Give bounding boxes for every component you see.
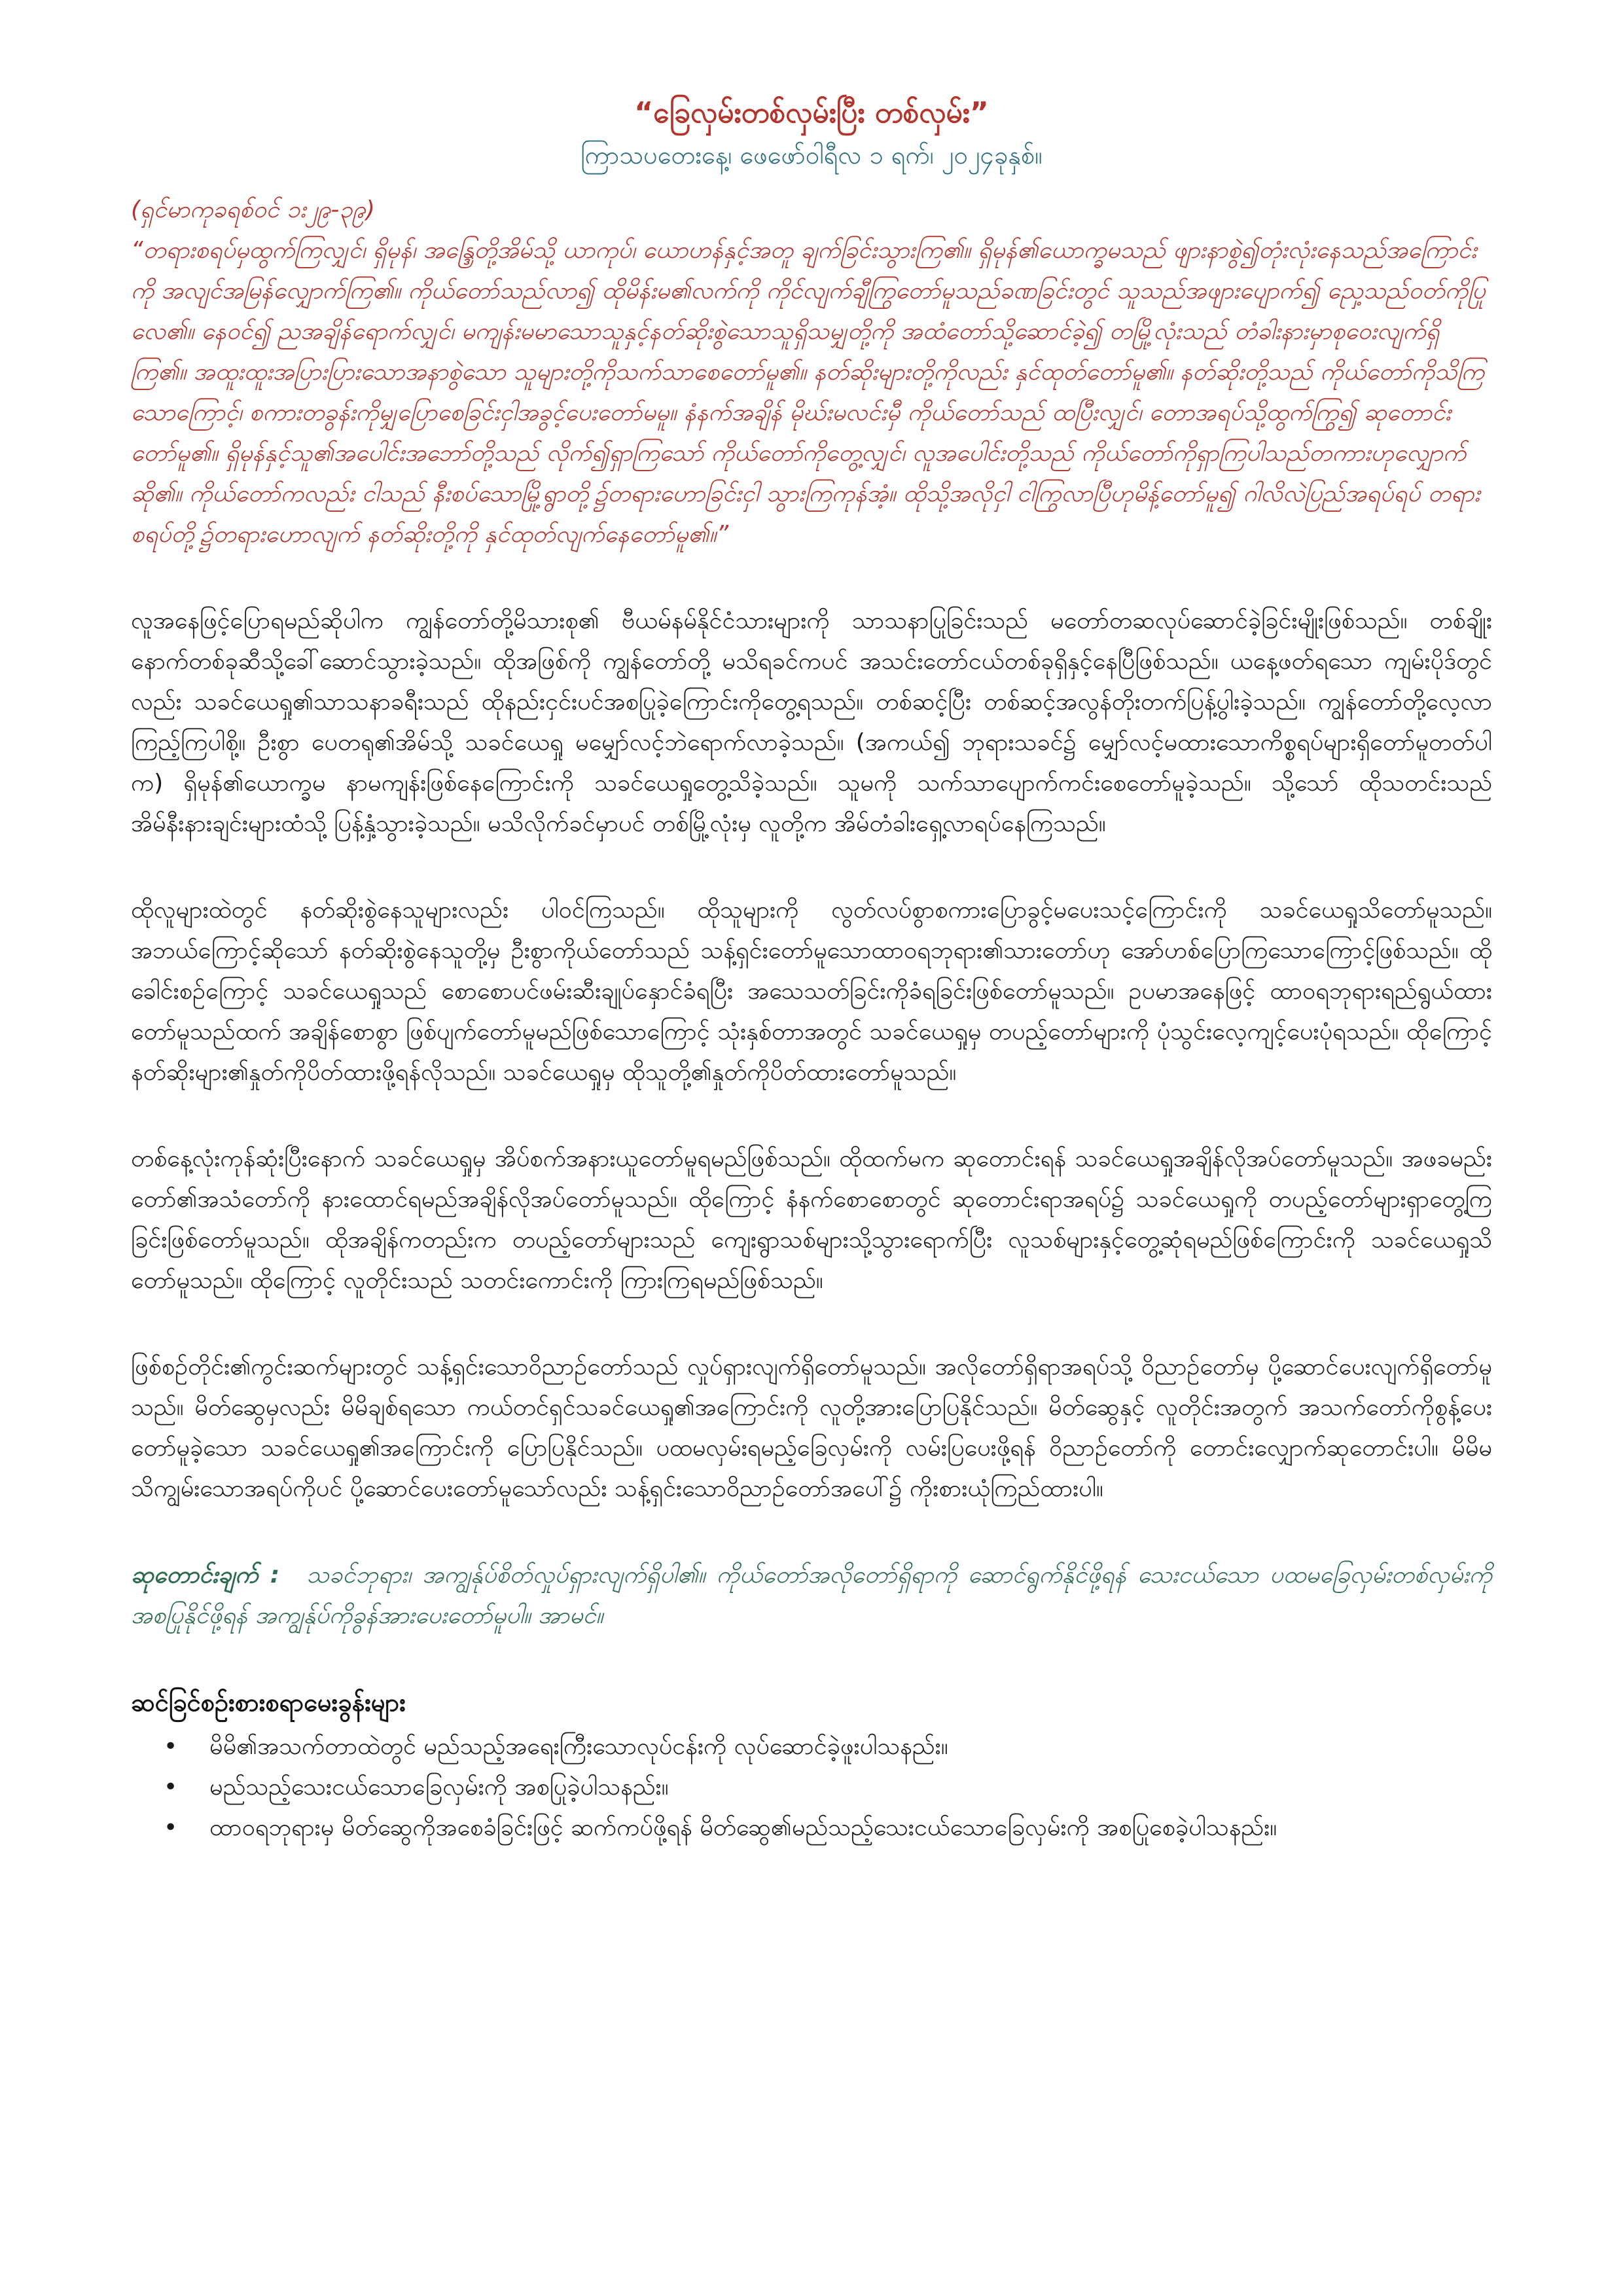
prayer-text: သခင်ဘုရား၊ အကျွန်ုပ်စိတ်လှုပ်ရှားလျက်ရှိပါ၏။ ကိုယ်တော်အလိုတော်ရှိရာကို ဆောင်ရွက်နိုင်ဖို့ရန် သေးငယ်သော ပထမခြေလှမ်းတစ်လှမ်းကို အစပြုနိုင်ဖို့ရန် အကျွန်ုပ်ကိုခွန်အားပေးတော်မူပါ။ အာမင်။ xyxy=(131,1562,1492,1629)
bullet-icon: • xyxy=(164,1814,178,1841)
page-title: “ခြေလှမ်းတစ်လှမ်းပြီး တစ်လှမ်း” xyxy=(634,96,989,130)
question-text: မည်သည့်သေးငယ်သောခြေလှမ်းကို အစပြုခဲ့ပါသနည်း။ xyxy=(209,1774,669,1801)
bullet-icon: • xyxy=(164,1774,178,1801)
body-paragraph-3: တစ်နေ့လုံးကုန်ဆုံးပြီးနောက် သခင်ယေရှုမှ အိပ်စက်အနားယူတော်မူရမည်ဖြစ်သည်။ ထိုထက်မက ဆုတောင်းရန် သခင်ယေရှုအချိန်လိုအပ်တော်မူသည်။ အဖခမည်းတော်၏အသံတော်ကို နားထောင်ရမည်အချိန်လိုအပ်တော်မူသည်။ ထိုကြောင့် နံနက်စောစောတွင် ဆုတောင်းရာအရပ်၌ သခင်ယေရှုကို တပည့်တော်များရှာတွေ့ကြခြင်းဖြစ်တော်မူသည်။ ထိုအချိန်ကတည်းက တပည့်တော်များသည် ကျေးရွာသစ်များသို့သွားရောက်ပြီး လူသစ်များနှင့်တွေ့ဆုံရမည်ဖြစ်ကြောင်းကို သခင်ယေရှုသိတော်မူသည်။ ထိုကြောင့် လူတိုင်းသည် သတင်းကောင်းကို ကြားကြရမည်ဖြစ်သည်။ xyxy=(131,1145,1492,1294)
questions-heading: ဆင်ခြင်စဉ်းစားစရာမေးခွန်းများ xyxy=(131,1688,406,1717)
body-paragraph-4: ဖြစ်စဉ်တိုင်း၏ကွင်းဆက်များတွင် သန့်ရှင်းသောဝိညာဉ်တော်သည် လှုပ်ရှားလျက်ရှိတော်မူသည်။ အလိုတော်ရှိရာအရပ်သို့ ဝိညာဉ်တော်မှ ပို့ဆောင်ပေးလျက်ရှိတော်မူသည်။ မိတ်ဆွေမှလည်း မိမိချစ်ရသော ကယ်တင်ရှင်သခင်ယေရှု၏အကြောင်းကို လူတို့အားပြောပြနိုင်သည်။ မိတ်ဆွေနှင့် လူတိုင်းအတွက် အသက်တော်ကိုစွန့်ပေးတော်မူခဲ့သော သခင်ယေရှု၏အကြောင်းကို ပြောပြနိုင်သည်။ ပထမလှမ်းရမည့်ခြေလှမ်းကို လမ်းပြပေးဖို့ရန် ဝိညာဉ်တော်ကို တောင်းလျှောက်ဆုတောင်းပါ။ မိမိမသိကျွမ်းသောအရပ်ကိုပင် ပို့ဆောင်ပေးတော်မူသော်လည်း သန့်ရှင်းသောဝိညာဉ်တော်အပေါ်၌ ကိုးစားယုံကြည်ထားပါ။ xyxy=(131,1354,1492,1502)
list-item xyxy=(164,1808,1492,1848)
prayer-section xyxy=(131,1555,1492,1636)
questions-list xyxy=(131,1727,1492,1848)
body-paragraph-2: ထိုလူများထဲတွင် နတ်ဆိုးစွဲနေသူများလည်း ပါဝင်ကြသည်။ ထိုသူများကို လွတ်လပ်စွာစကားပြောခွင့်မပေးသင့်ကြောင်းကို သခင်ယေရှုသိတော်မူသည်။ အဘယ်ကြောင့်ဆိုသော် နတ်ဆိုးစွဲနေသူတို့မှ ဦးစွာကိုယ်တော်သည် သန့်ရှင်းတော်မူသောထာဝရဘုရား၏သားတော်ဟု အော်ဟစ်ပြောကြသောကြောင့်ဖြစ်သည်။ ထိုခေါင်းစဉ်ကြောင့် သခင်ယေရှုသည် စောစောပင်ဖမ်းဆီးချုပ်နှောင်ခံရပြီး အသေသတ်ခြင်းကိုခံရခြင်းဖြစ်တော်မူသည်။ ဥပမာအနေဖြင့် ထာဝရဘုရားရည်ရွယ်ထားတော်မူသည်ထက် အချိန်စောစွာ ဖြစ်ပျက်တော်မူမည်ဖြစ်သောကြောင့် သုံးနှစ်တာအတွင် သခင်ယေရှုမှ တပည့်တော်များကို ပုံသွင်းလေ့ကျင့်ပေးပုံရသည်။ ထိုကြောင့် နတ်ဆိုးများ၏နှုတ်ကိုပိတ်ထားဖို့ရန်လိုသည်။ သခင်ယေရှုမှ ထိုသူတို့၏နှုတ်ကိုပိတ်ထားတော်မူသည်။ xyxy=(131,897,1492,1086)
scripture-text: “တရားစရပ်မှထွက်ကြလျှင်၊ ရှိမုန်၊ အန္ဒြေတို့အိမ်သို့ ယာကုပ်၊ ယောဟန်နှင့်အတူ ချက်ခြင်းသွားကြ၏။ ရှိမုန်၏ယောက္ခမသည် ဖျားနာစွဲ၍တုံးလုံးနေသည်အကြောင်းကို အလျင်အမြန်လျှောက်ကြ၏။ ကိုယ်တော်သည်လာ၍ ထိုမိန်းမ၏လက်ကို ကိုင်လျက်ချီကြွတော်မူသည်ခဏခြင်းတွင် သူသည်အဖျားပျောက်၍ ညှေ့သည်ဝတ်ကိုပြုလေ၏။ နေဝင်၍ ညအချိန်ရောက်လျှင်၊ မကျန်းမမာသောသူနှင့်နတ်ဆိုးစွဲသောသူရှိသမျှတို့ကို အထံတော်သို့ဆောင်ခဲ့၍ တမြို့လုံးသည် တံခါးနားမှာစုဝေးလျက်ရှိကြ၏။ အထူးထူးအပြားပြားသောအနာစွဲသော သူများတို့ကိုသက်သာစေတော်မူ၏။ နတ်ဆိုးများတို့ကိုလည်း နှင်ထုတ်တော်မူ၏။ နတ်ဆိုးတို့သည် ကိုယ်တော်ကိုသိကြသောကြောင့်၊ စကားတခွန်းကိုမျှပြောစေခြင်းငှါအခွင့်ပေးတော်မမူ။ နံနက်အချိန် မိုဃ်းမလင်းမှီ ကိုယ်တော်သည် ထပြီးလျှင်၊ တောအရပ်သို့ထွက်ကြွ၍ ဆုတောင်းတော်မူ၏။ ရှိမုန်နှင့်သူ၏အပေါင်းအဘော်တို့သည် လိုက်၍ရှာကြသော် ကိုယ်တော်ကိုတွေ့လျှင်၊ လူအပေါင်းတို့သည် ကိုယ်တော်ကိုရှာကြပါသည်တကားဟုလျှောက်ဆို၏။ ကိုယ်တော်ကလည်း ငါသည် နီးစပ်သောမြို့ရွာတို့၌တရားဟောခြင်းငှါ သွားကြကုန်အံ့။ ထိုသို့အလိုငှါ ငါကြွလာပြီဟုမိန့်တော်မူ၍ ဂါလိလဲပြည်အရပ်ရပ် တရားစရပ်တို့၌တရားဟောလျက် နတ်ဆိုးတို့ကို နှင်ထုတ်လျက်နေတော်မူ၏။” xyxy=(131,237,1486,548)
date-line: ကြာသပတေးနေ့၊ ဖေဖော်ဝါရီလ ၁ ရက်၊ ၂၀၂၄ခုနှစ်။ xyxy=(580,141,1043,170)
question-text: မိမိ၏အသက်တာထဲတွင် မည်သည့်အရေးကြီးသောလုပ်ငန်းကို လုပ်ဆောင်ခဲ့ဖူးပါသနည်း။ xyxy=(209,1733,948,1760)
list-item xyxy=(164,1767,1492,1808)
scripture-reference: (ရှင်မာကုခရစ်ဝင် ၁း၂၉-၃၉) xyxy=(131,196,375,223)
question-text: ထာဝရဘုရားမှ မိတ်ဆွေကိုအစေခံခြင်းဖြင့် ဆက်ကပ်ဖို့ရန် မိတ်ဆွေ၏မည်သည့်သေးငယ်သောခြေလှမ်းကို အစပြုစေခဲ့ပါသနည်း။ xyxy=(209,1814,1277,1841)
list-item xyxy=(164,1727,1492,1767)
bullet-icon: • xyxy=(164,1733,178,1760)
prayer-label: ဆုတောင်းချက် : xyxy=(131,1562,280,1588)
scripture-passage xyxy=(131,190,1492,555)
body-paragraph-1: လူအနေဖြင့်ပြောရမည်ဆိုပါက ကျွန်တော်တို့မိသားစု၏ ဗီယမ်နမ်နိုင်ငံသားများကို သာသနာပြုခြင်းသည် မတော်တဆလုပ်ဆောင်ခဲ့ခြင်းမျိုးဖြစ်သည်။ တစ်ချိုးနောက်တစ်ခုဆီသို့ခေါ်ဆောင်သွားခဲ့သည်။ ထိုအဖြစ်ကို ကျွန်တော်တို့ မသိရခင်ကပင် အသင်းတော်ငယ်တစ်ခုရှိနှင့်နေပြီဖြစ်သည်။ ယနေ့ဖတ်ရသော ကျမ်းပိုဒ်တွင်လည်း သခင်ယေရှု၏သာသနာခရီးသည် ထိုနည်းငှင်းပင်အစပြုခဲ့ကြောင်းကိုတွေ့ရသည်။ တစ်ဆင့်ပြီး တစ်ဆင့်အလွန်တိုးတက်ပြန့်ပွါးခဲ့သည်။ ကျွန်တော်တို့လေ့လာကြည့်ကြပါစို့။ ဦးစွာ ပေတရု၏အိမ်သို့ သခင်ယေရှု မမျှော်လင့်ဘဲရောက်လာခဲ့သည်။ (အကယ်၍ ဘုရားသခင်၌ မျှော်လင့်မထားသောကိစ္စရပ်များရှိတော်မူတတ်ပါက) ရှိမုန်၏ယောက္ခမ နာမကျန်းဖြစ်နေကြောင်းကို သခင်ယေရှုတွေ့သိခဲ့သည်။ သူမကို သက်သာပျောက်ကင်းစေတော်မူခဲ့သည်။ သို့သော် ထိုသတင်းသည် အိမ်နီးနားချင်းများထံသို့ ပြန့်နှံ့သွားခဲ့သည်။ မသိလိုက်ခင်မှာပင် တစ်မြို့လုံးမှ လူတို့က အိမ်တံခါးရှေ့လာရပ်နေကြသည်။ xyxy=(131,607,1492,837)
